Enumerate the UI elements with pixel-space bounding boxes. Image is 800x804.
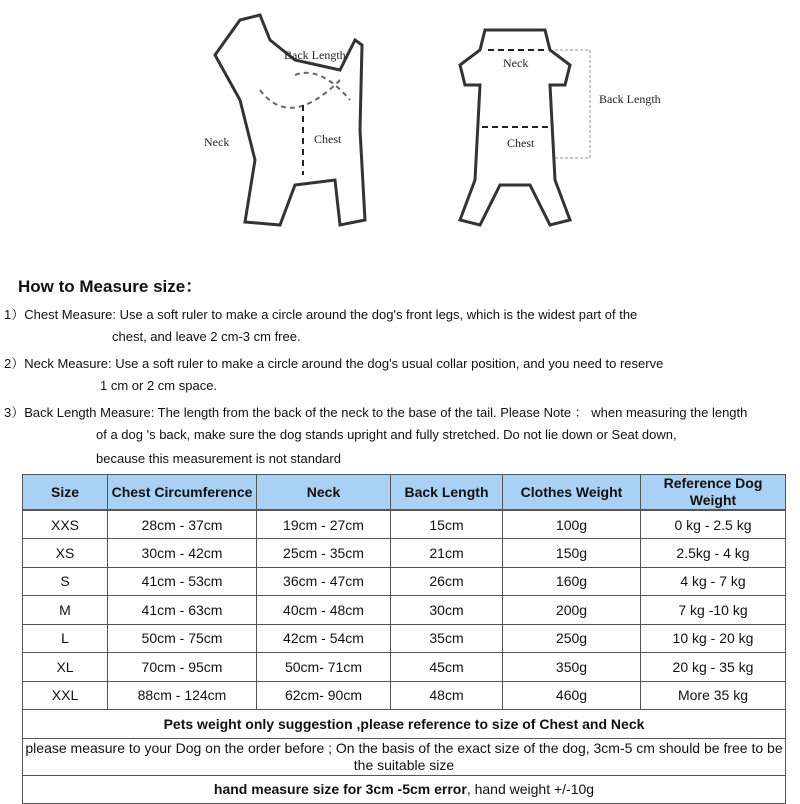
section-title: How to Measure size： [18, 277, 203, 296]
instruction-line: 1 cm or 2 cm space. [100, 378, 218, 393]
cell-chest: 50cm - 75cm [108, 624, 257, 653]
cell-clothes-weight: 350g [503, 653, 641, 682]
cell-clothes-weight: 150g [503, 539, 641, 568]
cell-size: XXS [23, 510, 108, 539]
label-back-length: Back Length [599, 92, 661, 106]
cell-chest: 30cm - 42cm [108, 539, 257, 568]
weight-note: Pets weight only suggestion ,please reference to size of Chest and Neck [23, 710, 786, 739]
instruction-line: 2）Neck Measure: Use a soft ruler to make a circle around the dog's usual collar position, and you need to reserve [4, 356, 664, 371]
label-chest: Chest [314, 132, 342, 146]
table-row [23, 539, 786, 568]
cell-back-length: 30cm [391, 596, 503, 625]
cell-clothes-weight: 250g [503, 624, 641, 653]
cell-back-length: 21cm [391, 539, 503, 568]
cell-clothes-weight: 200g [503, 596, 641, 625]
header-size: Size [23, 475, 108, 511]
dog-top-diagram [440, 0, 680, 240]
instruction-line: because this measurement is not standard [96, 451, 341, 466]
cell-neck: 25cm - 35cm [257, 539, 391, 568]
cell-size: M [23, 596, 108, 625]
header-dog-weight: Reference Dog Weight [641, 475, 786, 511]
cell-back-length: 35cm [391, 624, 503, 653]
dog-side-diagram [200, 0, 400, 240]
dog-top-outline [440, 0, 680, 240]
label-chest: Chest [507, 136, 535, 150]
cell-neck: 40cm - 48cm [257, 596, 391, 625]
table-header-row [23, 475, 786, 511]
label-neck: Neck [503, 56, 529, 70]
measure-note: please measure to your Dog on the order before ; On the basis of the exact size of the dog, 3cm-5 cm should be free to be the suitable size [23, 738, 786, 775]
cell-neck: 50cm- 71cm [257, 653, 391, 682]
cell-back-length: 45cm [391, 653, 503, 682]
cell-chest: 41cm - 63cm [108, 596, 257, 625]
dog-side-outline [200, 0, 400, 240]
cell-dog-weight: 7 kg -10 kg [641, 596, 786, 625]
cell-neck: 62cm- 90cm [257, 681, 391, 710]
instruction-line: 1）Chest Measure: Use a soft ruler to make a circle around the dog's front legs, which is the widest part of the [4, 307, 638, 322]
table-row [23, 653, 786, 682]
header-chest: Chest Circumference [108, 475, 257, 511]
cell-neck: 19cm - 27cm [257, 510, 391, 539]
cell-clothes-weight: 100g [503, 510, 641, 539]
cell-neck: 42cm - 54cm [257, 624, 391, 653]
cell-clothes-weight: 460g [503, 681, 641, 710]
size-chart-table [22, 474, 786, 804]
cell-back-length: 15cm [391, 510, 503, 539]
cell-dog-weight: 2.5kg - 4 kg [641, 539, 786, 568]
cell-size: S [23, 567, 108, 596]
error-note [23, 775, 786, 804]
cell-chest: 88cm - 124cm [108, 681, 257, 710]
cell-size: XXL [23, 681, 108, 710]
cell-size: XS [23, 539, 108, 568]
label-back-length: Back Length [284, 48, 346, 62]
instruction-line: chest, and leave 2 cm-3 cm free. [112, 329, 301, 344]
note-row [23, 710, 786, 739]
cell-dog-weight: 20 kg - 35 kg [641, 653, 786, 682]
table-row [23, 567, 786, 596]
error-note-bold: hand measure size for 3cm -5cm error [213, 781, 467, 798]
table-row [23, 624, 786, 653]
cell-dog-weight: 4 kg - 7 kg [641, 567, 786, 596]
cell-dog-weight: More 35 kg [641, 681, 786, 710]
header-neck: Neck [257, 475, 391, 511]
cell-size: L [23, 624, 108, 653]
cell-size: XL [23, 653, 108, 682]
cell-back-length: 48cm [391, 681, 503, 710]
cell-chest: 28cm - 37cm [108, 510, 257, 539]
cell-chest: 41cm - 53cm [108, 567, 257, 596]
table-row [23, 681, 786, 710]
cell-back-length: 26cm [391, 567, 503, 596]
note-row [23, 775, 786, 804]
cell-chest: 70cm - 95cm [108, 653, 257, 682]
error-note-rest: , hand weight +/-10g [466, 781, 595, 798]
note-row [23, 738, 786, 775]
cell-clothes-weight: 160g [503, 567, 641, 596]
header-back-length: Back Length [391, 475, 503, 511]
instruction-line: 3）Back Length Measure: The length from the back of the neck to the base of the tail. Please Note ： when measuring the length [4, 405, 748, 420]
label-neck: Neck [204, 135, 230, 149]
header-clothes-weight: Clothes Weight [503, 475, 641, 511]
table-row [23, 596, 786, 625]
cell-dog-weight: 10 kg - 20 kg [641, 624, 786, 653]
cell-dog-weight: 0 kg - 2.5 kg [641, 510, 786, 539]
table-row [23, 510, 786, 539]
cell-neck: 36cm - 47cm [257, 567, 391, 596]
instruction-line: of a dog 's back, make sure the dog stands upright and fully stretched. Do not lie down or Seat down, [96, 427, 677, 442]
